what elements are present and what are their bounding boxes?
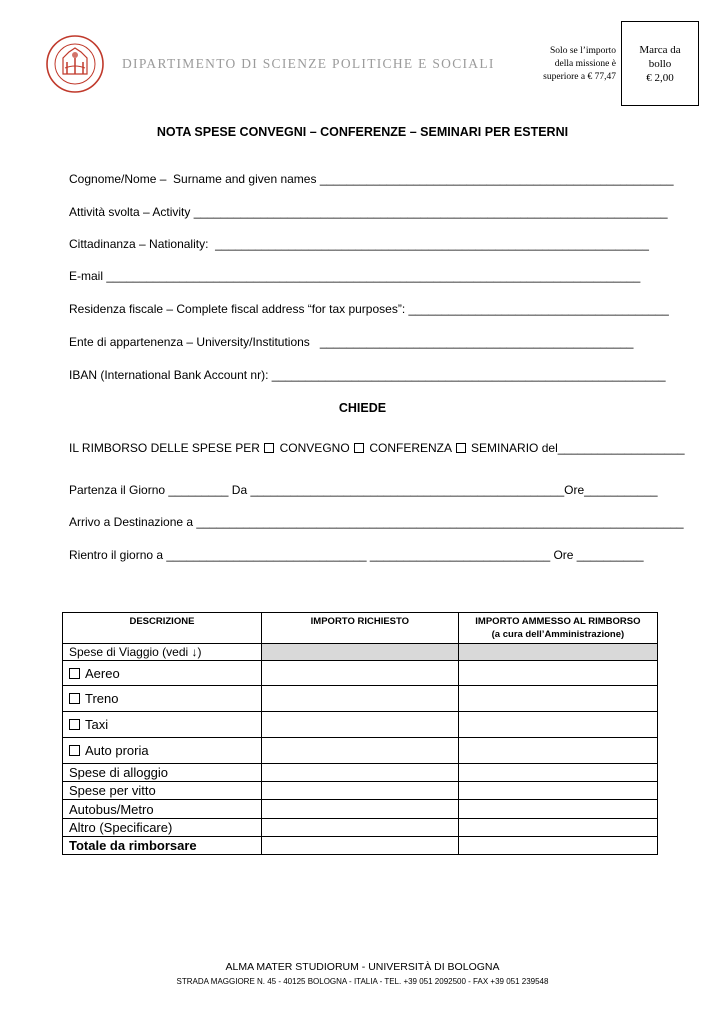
row-label: Spese di alloggio (63, 764, 262, 782)
requested-amount-cell[interactable] (261, 738, 458, 764)
row-label: Treno (85, 691, 119, 706)
field-label: Cittadinanza – Nationality: (69, 237, 216, 251)
table-header-row (63, 613, 658, 644)
requested-amount-cell[interactable] (261, 712, 458, 738)
field-departure[interactable]: Partenza il Giorno _________ Da _______________________________________________Ore___________ (69, 483, 658, 497)
row-label-cell (63, 661, 262, 686)
admitted-amount-cell[interactable] (458, 661, 657, 686)
field-blank[interactable]: ___________________________________________________________ (271, 368, 666, 382)
checkbox-treno[interactable] (69, 693, 80, 704)
field-blank[interactable]: _____________________________________________________ (319, 172, 674, 186)
row-label: Spese di Viaggio (vedi ↓) (63, 644, 262, 661)
admitted-amount-cell[interactable] (458, 712, 657, 738)
field-activity[interactable] (69, 204, 668, 220)
table-row (63, 819, 658, 837)
requested-amount-cell[interactable] (261, 819, 458, 837)
admitted-amount-cell[interactable] (458, 800, 657, 819)
field-label: E-mail (69, 269, 107, 283)
row-label: Taxi (85, 717, 109, 732)
admitted-amount-note: (a cura dell’Amministrazione) (491, 629, 625, 640)
field-blank[interactable]: _______________________________________________ (319, 335, 634, 349)
field-blank[interactable]: _______________________________________ (408, 302, 669, 316)
requested-amount-cell[interactable] (261, 837, 458, 855)
option-seminario-label: SEMINARIO (471, 441, 539, 455)
requested-amount-cell[interactable] (261, 686, 458, 712)
field-label: Attività svolta – Activity (69, 205, 194, 219)
row-label-cell (63, 712, 262, 738)
admitted-amount-cell[interactable] (458, 686, 657, 712)
field-blank[interactable]: ________________________________________________________________________________ (106, 269, 641, 283)
column-header-requested-amount: IMPORTO RICHIESTO (261, 613, 458, 644)
date-blank[interactable]: ___________________ (557, 441, 685, 455)
row-label-cell (63, 686, 262, 712)
table-row (63, 764, 658, 782)
stamp-note-line: Solo se l’importo (550, 46, 616, 56)
row-label: Autobus/Metro (63, 800, 262, 819)
footer-address: STRADA MAGGIORE N. 45 - 40125 BOLOGNA - ITALIA - TEL. +39 051 2092500 - FAX +39 051 239548 (176, 977, 549, 986)
field-arrival[interactable]: Arrivo a Destinazione a _________________________________________________________________________ (69, 515, 684, 529)
revenue-stamp-box (621, 21, 699, 106)
field-fiscal-address[interactable] (69, 301, 669, 317)
admitted-amount-cell[interactable] (458, 837, 657, 855)
stamp-note-line: della missione è (554, 59, 616, 69)
request-prefix: IL RIMBORSO DELLE SPESE PER (69, 441, 264, 455)
field-label: IBAN (International Bank Account nr): (69, 368, 272, 382)
university-seal-icon (45, 34, 105, 94)
checkbox-convegno[interactable] (264, 443, 274, 453)
field-nationality[interactable] (69, 236, 657, 252)
row-label-cell (63, 738, 262, 764)
row-label: Spese per vitto (63, 782, 262, 800)
stamp-box-line: € 2,00 (646, 72, 674, 84)
row-label: Auto proria (85, 743, 149, 758)
table-row (63, 800, 658, 819)
department-name: DIPARTIMENTO DI SCIENZE POLITICHE E SOCIALI (122, 56, 495, 71)
document-title: NOTA SPESE CONVEGNI – CONFERENZE – SEMINARI PER ESTERNI (156, 125, 569, 139)
field-email[interactable] (69, 268, 657, 284)
column-header-admitted-amount (458, 613, 657, 644)
field-label: Ente di appartenenza – University/Institutions (69, 335, 320, 349)
field-iban[interactable] (69, 367, 666, 383)
checkbox-auto[interactable] (69, 745, 80, 756)
admitted-amount-cell[interactable] (458, 819, 657, 837)
row-label: Aereo (85, 665, 120, 681)
section-heading-chiede: CHIEDE (338, 401, 387, 415)
checkbox-taxi[interactable] (69, 719, 80, 730)
requested-amount-cell (261, 644, 458, 661)
requested-amount-cell[interactable] (261, 800, 458, 819)
admitted-amount-cell[interactable] (458, 782, 657, 800)
field-blank[interactable]: _______________________________________________________________________ (193, 205, 668, 219)
table-row (63, 644, 658, 661)
table-row (63, 661, 658, 686)
admitted-amount-cell[interactable] (458, 764, 657, 782)
stamp-box-line: Marca da (639, 44, 681, 56)
option-conferenza-label: CONFERENZA (369, 441, 452, 455)
table-row (63, 712, 658, 738)
column-header-description: DESCRIZIONE (63, 613, 262, 644)
row-label: Totale da rimborsare (63, 837, 262, 855)
field-label: Residenza fiscale – Complete fiscal address “for tax purposes”: (69, 302, 409, 316)
table-row (63, 738, 658, 764)
requested-amount-cell[interactable] (261, 661, 458, 686)
field-institution[interactable] (69, 334, 657, 350)
stamp-box-line: bollo (648, 58, 672, 70)
checkbox-seminario[interactable] (456, 443, 466, 453)
field-name[interactable] (69, 171, 674, 187)
requested-amount-cell[interactable] (261, 782, 458, 800)
expense-table (62, 612, 658, 855)
stamp-note-line: superiore a € 77,47 (543, 72, 616, 82)
field-return[interactable]: Rientro il giorno a ______________________________ ___________________________ Ore __________ (69, 548, 644, 562)
field-label: Cognome/Nome – Surname and given names (69, 172, 320, 186)
checkbox-aereo[interactable] (69, 668, 80, 679)
row-label: Altro (Specificare) (63, 819, 262, 837)
admitted-amount-cell[interactable] (458, 738, 657, 764)
field-blank[interactable]: _________________________________________________________________ (215, 237, 649, 251)
reimbursement-request-line (69, 440, 685, 456)
stamp-note (520, 45, 616, 84)
requested-amount-cell[interactable] (261, 764, 458, 782)
del-label: del (538, 441, 558, 455)
admitted-amount-title: IMPORTO AMMESSO AL RIMBORSO (475, 616, 641, 627)
checkbox-conferenza[interactable] (354, 443, 364, 453)
option-convegno-label: CONVEGNO (279, 441, 350, 455)
table-row-total (63, 837, 658, 855)
admitted-amount-cell (458, 644, 657, 661)
footer-university: ALMA MATER STUDIORUM - UNIVERSITÀ DI BOLOGNA (225, 961, 500, 973)
table-row (63, 686, 658, 712)
table-row (63, 782, 658, 800)
